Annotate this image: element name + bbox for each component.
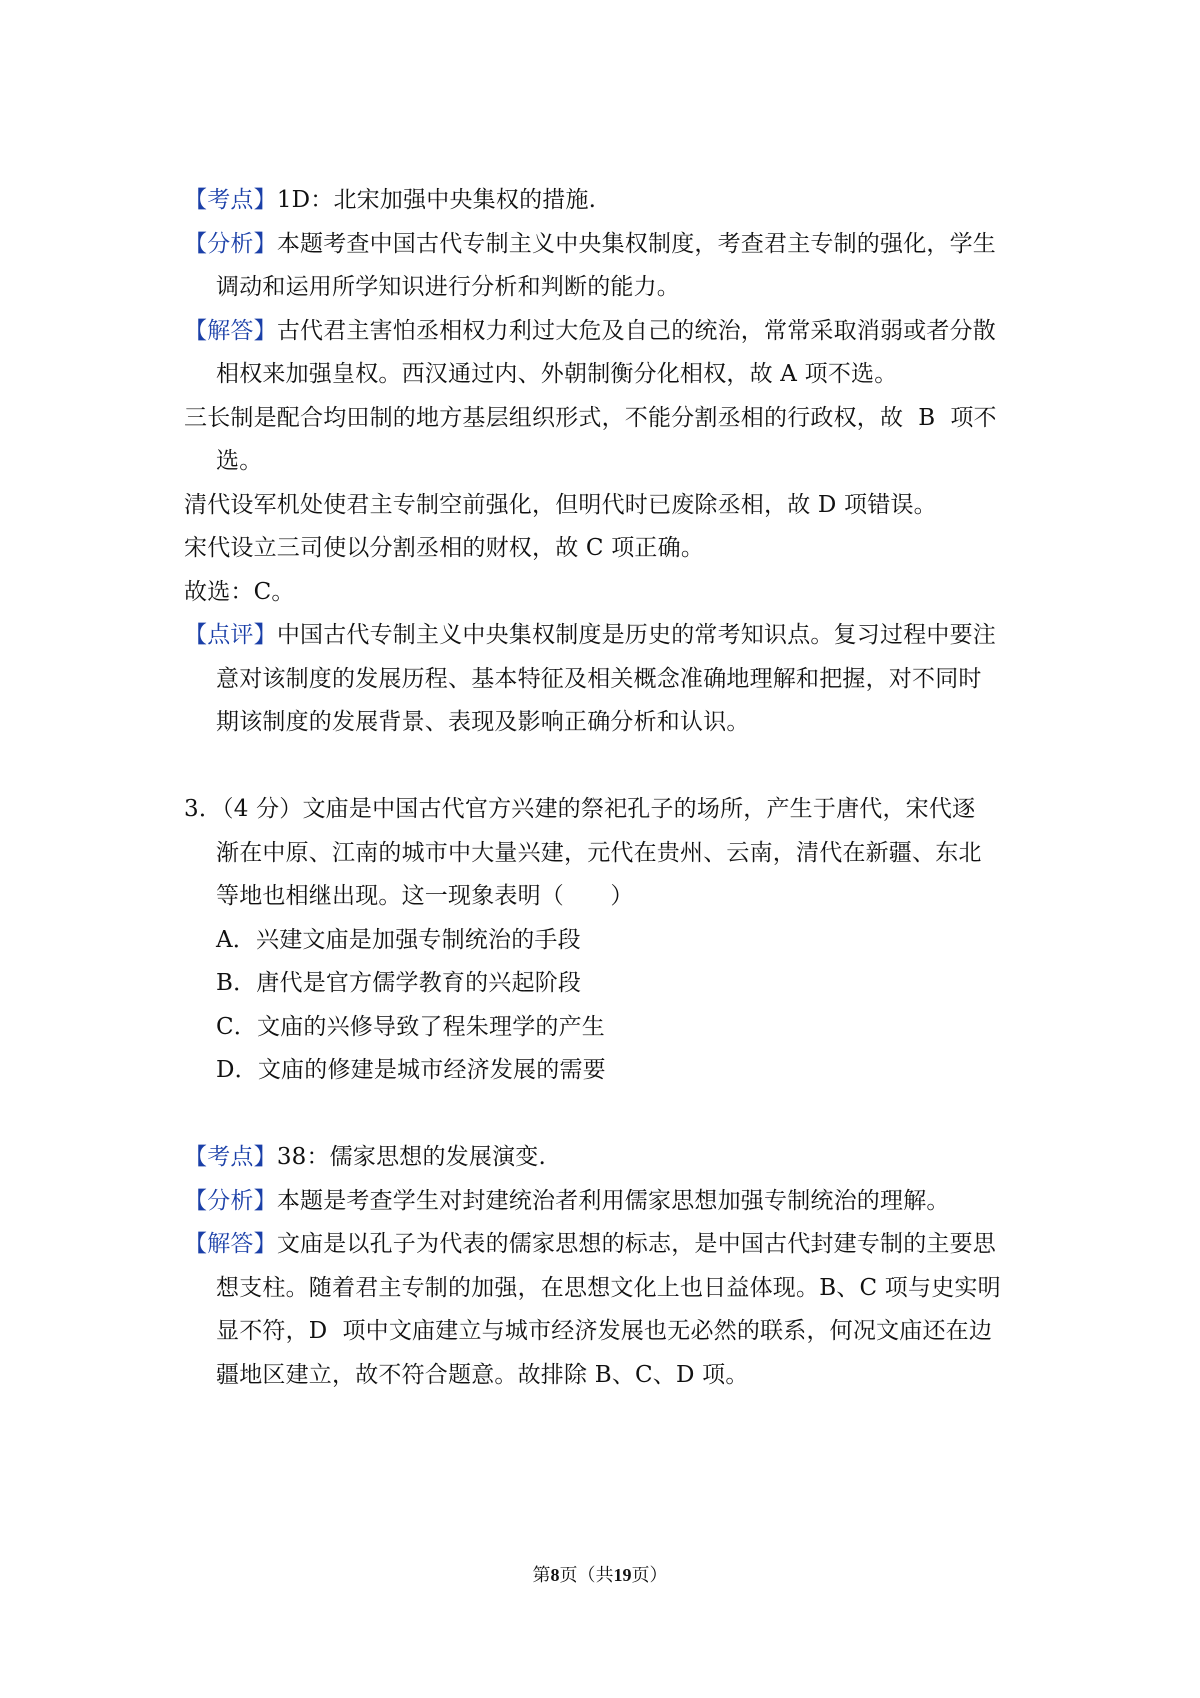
body-line: 宋代设立三司使以分割丞相的财权，故 C 项正确。 [184, 535, 705, 561]
jieda-text: 古代君主害怕丞相权力利过大危及自己的统治，常常采取消弱或者分散 [276, 318, 997, 344]
body-line: 清代设军机处使君主专制空前强化，但明代时已废除丞相，故 D 项错误。 [184, 492, 937, 518]
body-line: 故选：C。 [184, 579, 295, 605]
dianping-line-3: 期该制度的发展背景、表现及影响正确分析和认识。 [216, 709, 750, 735]
fenxi-tag: 【分析】 [184, 1188, 277, 1214]
jieda-line-1 [184, 314, 1030, 348]
jieda-tag: 【解答】 [184, 318, 277, 344]
question-stem-line: 渐在中原、江南的城市中大量兴建，元代在贵州、云南，清代在新疆、东北 [216, 840, 982, 866]
dianping-line-1 [184, 618, 1030, 652]
question-stem-line: 3．（4 分）文庙是中国古代官方兴建的祭祀孔子的场所，产生于唐代，宋代逐 [184, 796, 976, 822]
fenxi-line-3 [184, 1184, 1030, 1218]
jieda-line-5: 显不符，D 项中文庙建立与城市经济发展也无必然的联系，何况文庙还在边 [216, 1318, 993, 1344]
fenxi-text: 本题考查中国古代专制主义中央集权制度，考查君主专制的强化，学生 [276, 231, 997, 257]
jieda-line-6: 疆地区建立，故不符合题意。故排除 B、C、D 项。 [216, 1362, 749, 1388]
option-a: A．兴建文庙是加强专制统治的手段 [216, 927, 581, 953]
jieda-text: 文庙是以孔子为代表的儒家思想的标志，是中国古代封建专制的主要思 [276, 1231, 997, 1257]
kaodian-line-2 [184, 1140, 1030, 1174]
kaodian-text: 1D：北宋加强中央集权的措施. [276, 187, 597, 213]
footer-suffix: 页） [631, 1565, 668, 1586]
option-c: C．文庙的兴修导致了程朱理学的产生 [216, 1014, 605, 1040]
body-line: 三长制是配合均田制的地方基层组织形式，不能分割丞相的行政权，故 B 项不 [184, 405, 997, 431]
fenxi-text: 本题是考查学生对封建统治者利用儒家思想加强专制统治的理解。 [276, 1188, 950, 1214]
footer-page-number: 8 [550, 1565, 560, 1585]
jieda-line-4: 想支柱。随着君主专制的加强，在思想文化上也日益体现。B、C 项与史实明 [216, 1275, 1001, 1301]
jieda-line-2: 相权来加强皇权。西汉通过内、外朝制衡分化相权，故 A 项不选。 [216, 361, 898, 387]
fenxi-line-2: 调动和运用所学知识进行分析和判断的能力。 [216, 274, 680, 300]
question-stem-line: 等地也相继出现。这一现象表明（ ） [216, 883, 634, 909]
option-d: D．文庙的修建是城市经济发展的需要 [216, 1057, 606, 1083]
fenxi-tag: 【分析】 [184, 231, 277, 257]
dianping-tag: 【点评】 [184, 622, 277, 648]
kaodian-text: 38：儒家思想的发展演变. [276, 1144, 546, 1170]
dianping-text: 中国古代专制主义中央集权制度是历史的常考知识点。复习过程中要注 [276, 622, 997, 648]
footer-prefix: 第 [532, 1565, 551, 1586]
footer-total-pages: 19 [613, 1565, 632, 1585]
kaodian-tag: 【考点】 [184, 1144, 277, 1170]
kaodian-tag: 【考点】 [184, 187, 277, 213]
fenxi-line-1 [184, 227, 1030, 261]
dianping-line-2: 意对该制度的发展历程、基本特征及相关概念准确地理解和把握，对不同时 [216, 666, 982, 692]
body-line: 选。 [216, 448, 263, 474]
page-footer [0, 1562, 1200, 1589]
option-b: B．唐代是官方儒学教育的兴起阶段 [216, 970, 582, 996]
footer-middle: 页（共 [559, 1565, 614, 1586]
jieda-line-3 [184, 1227, 1030, 1261]
kaodian-line-1 [184, 183, 1030, 217]
jieda-tag: 【解答】 [184, 1231, 277, 1257]
